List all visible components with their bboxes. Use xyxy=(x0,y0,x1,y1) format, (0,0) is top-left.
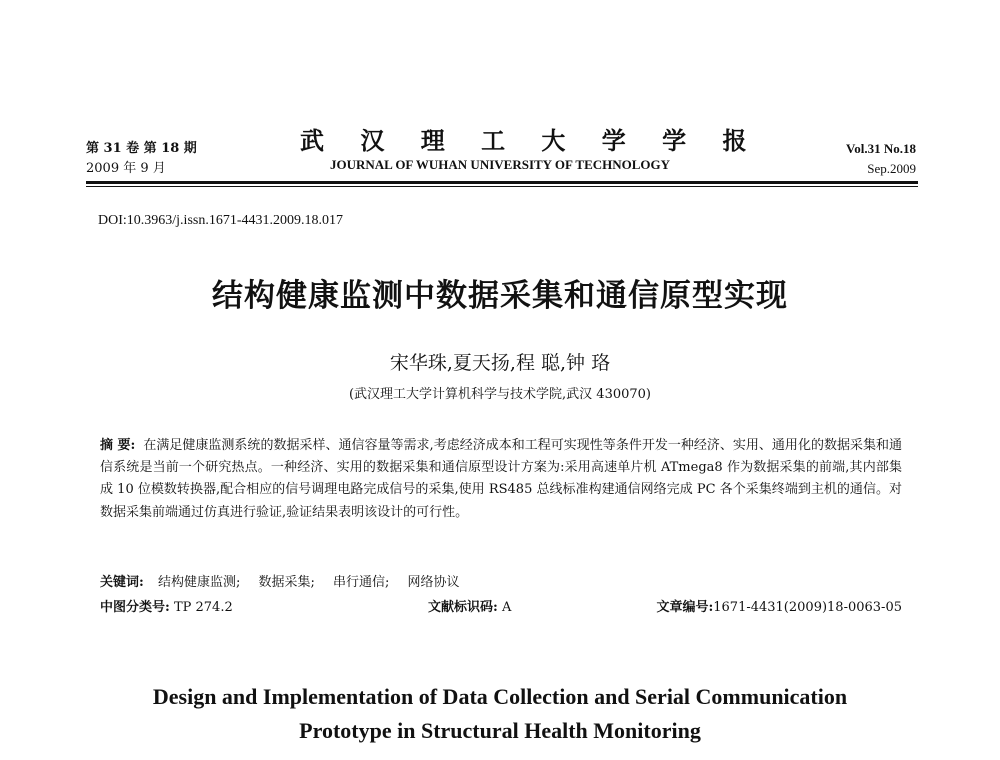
clc-label: 中图分类号: xyxy=(100,600,170,615)
volume-issue-en: Vol.31 No.18 xyxy=(846,141,916,156)
journal-name-cn: 武 汉 理 工 大 学 学 报 xyxy=(300,126,761,155)
journal-header-left xyxy=(86,139,197,179)
author-list: 宋华珠,夏天扬,程 聪,钟 珞 xyxy=(389,352,611,374)
journal-header-center xyxy=(300,126,761,175)
affiliation: (武汉理工大学计算机科学与技术学院,武汉 430070) xyxy=(348,387,652,402)
keyword-item: 结构健康监测; xyxy=(157,575,241,590)
clc-number xyxy=(100,596,233,615)
article-number-label: 文章编号: xyxy=(656,600,714,615)
keyword-item: 数据采集; xyxy=(258,575,315,590)
journal-name-en: JOURNAL OF WUHAN UNIVERSITY OF TECHNOLOGY xyxy=(329,157,671,172)
date-cn: 2009 年 9 月 xyxy=(86,161,166,176)
title-en-line-2: Prototype in Structural Health Monitoring xyxy=(299,718,701,743)
header-rule-thick xyxy=(86,181,918,184)
article-number xyxy=(656,596,902,615)
article-number-value: 1671-4431(2009)18-0063-05 xyxy=(713,600,902,615)
document-code-label: 文献标识码: xyxy=(428,600,498,615)
abstract-block xyxy=(100,435,902,524)
volume-issue-cn: 第 31 卷 第 18 期 xyxy=(86,141,197,156)
doi-line: DOI:10.3963/j.issn.1671-4431.2009.18.017 xyxy=(98,213,343,228)
keyword-item: 网络协议 xyxy=(407,575,460,590)
document-code-value: A xyxy=(501,600,512,615)
date-en: Sep.2009 xyxy=(867,161,916,176)
clc-value: TP 274.2 xyxy=(173,600,233,615)
keyword-item: 串行通信; xyxy=(333,575,390,590)
keywords-label: 关键词: xyxy=(100,575,144,590)
abstract-label: 摘 要: xyxy=(100,438,136,453)
journal-header-right xyxy=(846,139,916,179)
document-code xyxy=(428,596,511,615)
header-rule-thin xyxy=(86,186,918,187)
paper-title-cn: 结构健康监测中数据采集和通信原型实现 xyxy=(212,278,788,314)
title-en-line-1: Design and Implementation of Data Collection and Serial Communication xyxy=(152,684,848,709)
paper-title-en xyxy=(80,680,920,748)
abstract-text: 在满足健康监测系统的数据采样、通信容量等需求,考虑经济成本和工程可实现性等条件开发一种经济、实用、通用化的数据采集和通信系统是当前一个研究热点。一种经济、实用的数据采集和通信原型设计方案为:采用高速单片机 ATmega8 作为数据采集的前端,其内部集成 10 位模数转换器,配合相应的信号调理电路完成信号的采集,使用 RS485 总线标准构建通信网络完成 PC 各个采集终端到主机的通信。对数据采集前端通过仿真进行验证,验证结果表明该设计的可行性。 xyxy=(100,438,902,520)
keywords-line xyxy=(100,571,474,590)
